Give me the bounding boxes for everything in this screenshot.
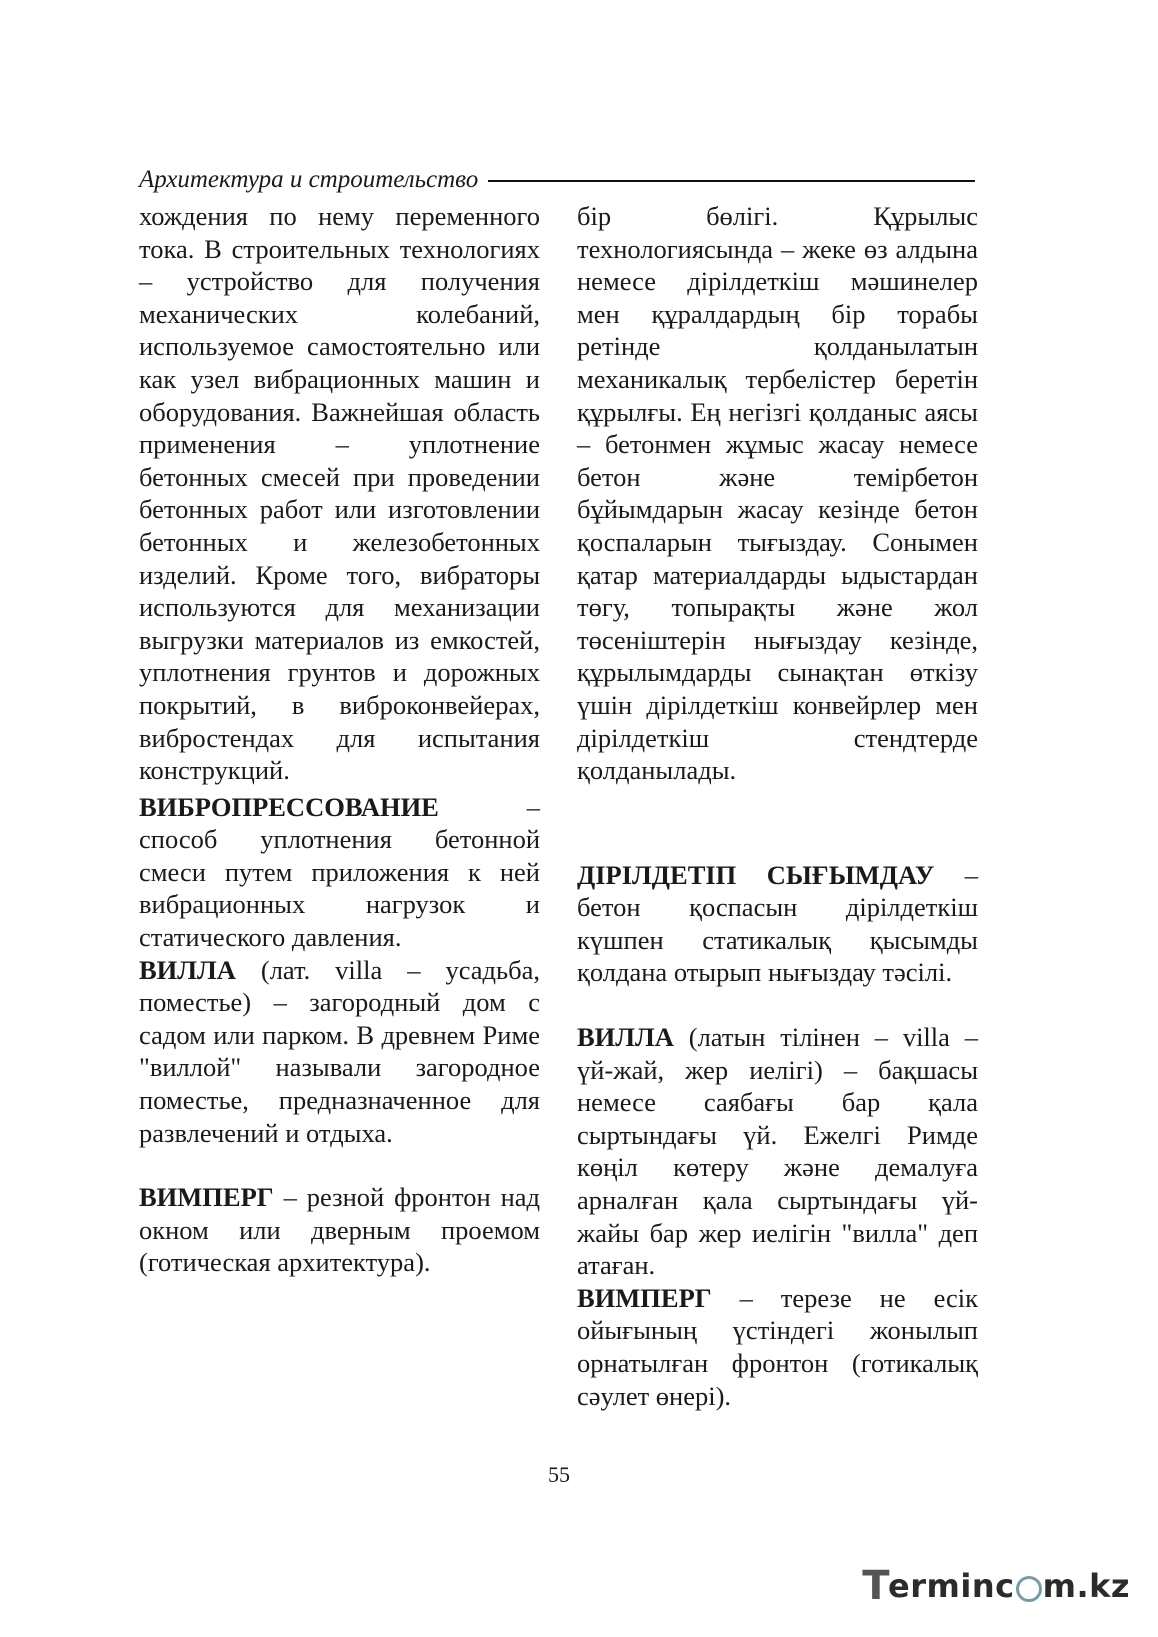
termincom-watermark <box>862 1563 1130 1609</box>
magnifier-icon <box>1016 1576 1042 1602</box>
page-number: 55 <box>548 1462 570 1487</box>
left-column <box>139 200 540 1279</box>
entry-term: ДІРІЛДЕТІП СЫҒЫМДАУ <box>577 859 935 890</box>
running-header-title: Архитектура и строительство <box>139 166 479 193</box>
continued-paragraph: бір бөлігі. Құрылыс технологиясында – жеке өз алдына немесе дірілдеткіш мәшинелер мен құралдардың бір торабы ретінде қолданылатын механикалық тербелістер беретін құрылғы. Ең негізгі қолданыс аясы – бетонмен жұмыс жасау немесе бетон және темірбетон бұйымдарын жасау кезінде бетон қоспаларын тығыздау. Сонымен қатар материалдарды ыдыстардан төгу, топырақты және жол төсеніштерін нығыздау кезінде, құрылымдарды сынақтан өткізу үшін дірілдеткіш конвейрлер мен дірілдеткіш стендтерде қолданылады. <box>577 201 978 786</box>
entry-villa <box>139 954 540 1150</box>
watermark-text-suffix: m.kz <box>1042 1567 1130 1605</box>
entry-vimperg-kz <box>577 1282 978 1412</box>
entry-definition: (лат. villa – усадьба, поместье) – загородный дом с садом или парком. В древнем Риме "виллой" называли загородное поместье, предназначенное для развлечений и отдыха. <box>139 954 540 1148</box>
entry-term: ВИБРОПРЕССОВАНИЕ <box>139 791 439 822</box>
entry-definition: – бетон қоспасын дірілдеткіш күшпен статикалық қысымды қолдана отырып нығыздау тәсілі. <box>577 859 978 988</box>
entry-villa-kz <box>577 1021 978 1282</box>
spacer <box>139 1149 540 1181</box>
entry-term: ВИМПЕРГ <box>577 1282 712 1313</box>
watermark-t: T <box>862 1563 891 1609</box>
entry-term: ВИЛЛА <box>139 954 236 985</box>
entry-dirildetip-sygymdau <box>577 859 978 989</box>
right-column <box>577 200 978 1412</box>
header-rule <box>488 180 975 182</box>
entry-definition: – резной фронтон над окном или дверным проемом (готическая архитектура). <box>139 1182 540 1278</box>
entry-definition: – способ уплотнения бетонной смеси путем приложения к ней вибрационных нагрузок и статического давления. <box>139 791 540 953</box>
entry-vibropressovanie <box>139 791 540 954</box>
entry-term: ВИЛЛА <box>577 1022 674 1053</box>
continued-paragraph: хождения по нему переменного тока. В строительных технологиях – устройство для получения механических колебаний, используемое самостоятельно или как узел вибрационных машин и оборудования. Важнейшая область применения – уплотнение бетонных смесей при проведении бетонных работ или изготовлении бетонных и железобетонных изделий. Кроме того, вибраторы используются для механизации выгрузки материалов из емкостей, уплотнения грунтов и дорожных покрытий, в виброконвейерах, вибростендах для испытания конструкций. <box>139 201 540 786</box>
entry-vimperg <box>139 1181 540 1279</box>
spacer <box>577 989 978 1021</box>
running-header <box>139 160 975 200</box>
entry-term: ВИМПЕРГ <box>139 1182 274 1213</box>
watermark-text-middle: erminc <box>888 1567 1015 1605</box>
entry-definition: – терезе не есік ойығының үстіндегі жонылып орнатылған фронтон (готикалық сәулет өнері). <box>577 1282 978 1411</box>
entry-definition: (латын тілінен – villa – үй-жай, жер иелігі) – бақшасы немесе саябағы бар қала сыртындағы үй. Ежелгі Римде көңіл көтеру және демалуға арналған қала сыртындағы үй-жайы бар жер иелігін "вилла" деп атаған. <box>577 1022 978 1281</box>
spacer <box>577 787 978 859</box>
